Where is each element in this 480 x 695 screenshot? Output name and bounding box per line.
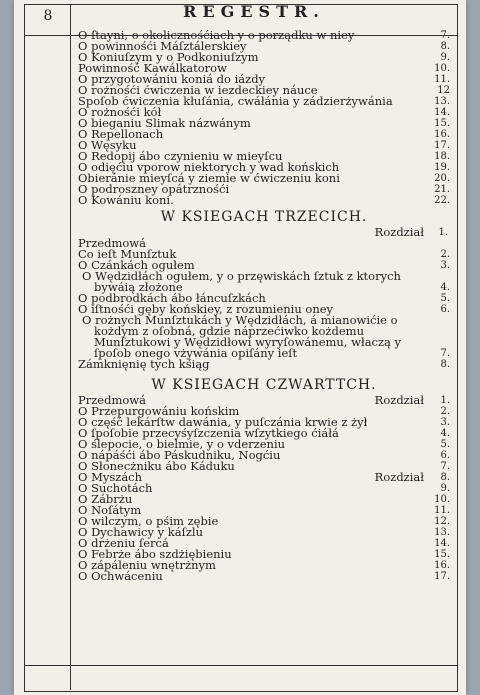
entry-chapter-number: 8. <box>440 472 450 483</box>
section-book-two <box>78 30 450 206</box>
rozdzial-label: Rozdział 1. <box>374 225 448 239</box>
entry-chapter-number: 17. <box>434 571 450 582</box>
rozdzial-label: Rozdział <box>374 470 424 484</box>
entry-title: O Czánkách ogułem <box>78 258 195 272</box>
rozdzial-label: Rozdział <box>374 393 424 407</box>
entry-title: Powinność Kawálkatorow <box>78 61 227 75</box>
entry-chapter-number: 22. <box>434 195 450 206</box>
entry-title: O wilczym, o pśim zębie <box>78 514 219 528</box>
entry-title: O Redopij ábo czynieniu w mieyſcu <box>78 149 283 163</box>
entry-title: O Zábrżu <box>78 492 133 506</box>
rozdzial-number: 1. <box>438 227 448 238</box>
entry-title: O bieganiu Slimak názwánym <box>78 116 251 130</box>
entry-title: O podroszney opátrznośći <box>78 182 230 196</box>
entry-title: Spoſob ćwiczenia kłuſánia, cwáłánia y zádzierżywánia <box>78 94 393 108</box>
entry-chapter-number: 8. <box>440 359 450 370</box>
entry-chapter-number: 4. <box>440 428 450 439</box>
running-title: REGESTR. <box>183 2 325 21</box>
entry-chapter-number: 9. <box>440 483 450 494</box>
index-entry <box>78 195 450 206</box>
entry-title: Przedmowá <box>78 236 146 250</box>
margin-rule <box>70 4 71 690</box>
entry-chapter-number: 3. <box>440 417 450 428</box>
entry-chapter-number: 11. <box>434 74 450 85</box>
heading-text: W KSIEGACH TRZECICH. <box>160 209 368 225</box>
entry-title: Zámknięnię tych kśiąg <box>78 357 210 371</box>
entry-title: O Repellonach <box>78 127 164 141</box>
entry-chapter-number: 6. <box>440 450 450 461</box>
entry-title: O ſpoſobie przecyśyſzczenia wſzytkiego ćiáłá <box>78 426 339 440</box>
entry-title: O iſtnośći gęby końskiey, z rozumieniu oney <box>78 302 334 316</box>
entry-chapter-number: 13. <box>434 96 450 107</box>
entry-chapter-number: 15. <box>434 549 450 560</box>
entry-chapter-number: 7. <box>440 30 450 41</box>
entry-chapter-number: 19. <box>434 162 450 173</box>
entry-chapter-number: 16. <box>434 129 450 140</box>
entry-title: O Przepurgowániu końskim <box>78 404 240 418</box>
entry-title: O powinnośći Máſztálerskiey <box>78 39 247 53</box>
entry-chapter-number: 21. <box>434 184 450 195</box>
entry-title: O Dychawicy y káſzlu <box>78 525 203 539</box>
entry-chapter-number: 12 <box>437 85 450 96</box>
entry-title: Co ieſt Munſztuk <box>78 247 177 261</box>
entry-chapter-number: 5. <box>440 439 450 450</box>
entry-title: O nápáśći ábo Páskudniku, Nogćiu <box>78 448 281 462</box>
footer-rule <box>24 665 458 666</box>
index-entry <box>78 315 450 359</box>
entry-chapter-number: 16. <box>434 560 450 571</box>
entry-title: O Suchotách <box>78 481 153 495</box>
section-book-three <box>78 238 450 370</box>
entry-title: O Węsyku <box>78 138 137 152</box>
entry-title: Przedmowá <box>78 393 146 407</box>
entry-chapter-number: 5. <box>440 293 450 304</box>
entry-chapter-number: 12. <box>434 516 450 527</box>
index-entry <box>78 483 450 494</box>
section-heading-fourth-book <box>78 377 450 393</box>
entry-chapter-number: 10. <box>434 494 450 505</box>
section-heading-third-book <box>78 209 450 225</box>
entry-chapter-number: 18. <box>434 151 450 162</box>
entry-title: O Kowániu koni. <box>78 193 174 207</box>
entry-title: O rożnośći kół <box>78 105 162 119</box>
index-entry <box>78 571 450 582</box>
entry-chapter-number: 13. <box>434 527 450 538</box>
entry-title: O Ochwáceniu <box>78 569 163 583</box>
entry-title: O ſtayni, o okolicznośćiach y o porządku w niey <box>78 28 355 42</box>
entry-chapter-number: 14. <box>434 107 450 118</box>
entry-chapter-number: 4. <box>440 282 450 293</box>
entry-title: O ślepocie, o bielmie, y o vderzeniu <box>78 437 286 451</box>
entry-title: O Słonecżniku ábo Káduku <box>78 459 235 473</box>
entry-title: O rożnośći ćwiczenia w iezdeckiey náuce <box>78 83 318 97</box>
entry-chapter-number: 14. <box>434 538 450 549</box>
entry-chapter-number: 6. <box>440 304 450 315</box>
entry-title: O zápáleniu wnętrżnym <box>78 558 216 572</box>
entry-title: O przygotowániu koniá do iázdy <box>78 72 266 86</box>
entry-title: O Noſátym <box>78 503 142 517</box>
entry-chapter-number: 7. <box>440 348 450 359</box>
entry-chapter-number: 17. <box>434 140 450 151</box>
book-page <box>14 0 466 695</box>
entry-chapter-number: 9. <box>440 52 450 63</box>
entry-chapter-number: 15. <box>434 118 450 129</box>
entry-chapter-number: 3. <box>440 260 450 271</box>
entry-title: O Myszách <box>78 470 143 484</box>
index-content <box>78 30 450 582</box>
entry-title: O Wędzidłách ogułem, y o przęwiskách ſztuk z ktorych bywáią złożone <box>82 269 401 294</box>
entry-title: O Febrże ábo szdżiębieniu <box>78 547 232 561</box>
entry-chapter-number: 20. <box>434 173 450 184</box>
entry-chapter-number: 1. <box>440 395 450 406</box>
entry-chapter-number: 2. <box>440 406 450 417</box>
entry-chapter-number: 10. <box>434 63 450 74</box>
entry-chapter-number: 2. <box>440 249 450 260</box>
entry-chapter-number: 11. <box>434 505 450 516</box>
page-number: 8 <box>43 8 53 24</box>
entry-chapter-number: 8. <box>440 41 450 52</box>
heading-text: W KSIEGACH CZWARTTCH. <box>151 377 377 393</box>
entry-title: O podbrodkách ábo łáncuſzkách <box>78 291 266 305</box>
entry-chapter-number: 7. <box>440 461 450 472</box>
entry-title: O Koniuſzym y o Podkoniuſzym <box>78 50 259 64</box>
entry-title: O część lekárſtw dawánia, y puſczánia krwie z żył <box>78 415 368 429</box>
index-entry <box>78 359 450 370</box>
index-entry <box>78 271 450 293</box>
entry-title: O rożnych Munſztukách y Wędzidłách, á mianowićie o kożdym z oſobná, gdzie náprzećiwko kożdemu Munſztukowi y Wędzidłowi wyryſowánemu, właczą y ſpoſob onego vżywánia opiſány ieſt <box>82 313 402 360</box>
section-book-four <box>78 395 450 582</box>
entry-title: O drżeniu ſercá <box>78 536 169 550</box>
entry-title: O odięćiu vporow niektorych y wad końskich <box>78 160 340 174</box>
entry-title: Obieránie mieyſcá y ziemie w ćwiczeniu koni <box>78 171 340 185</box>
